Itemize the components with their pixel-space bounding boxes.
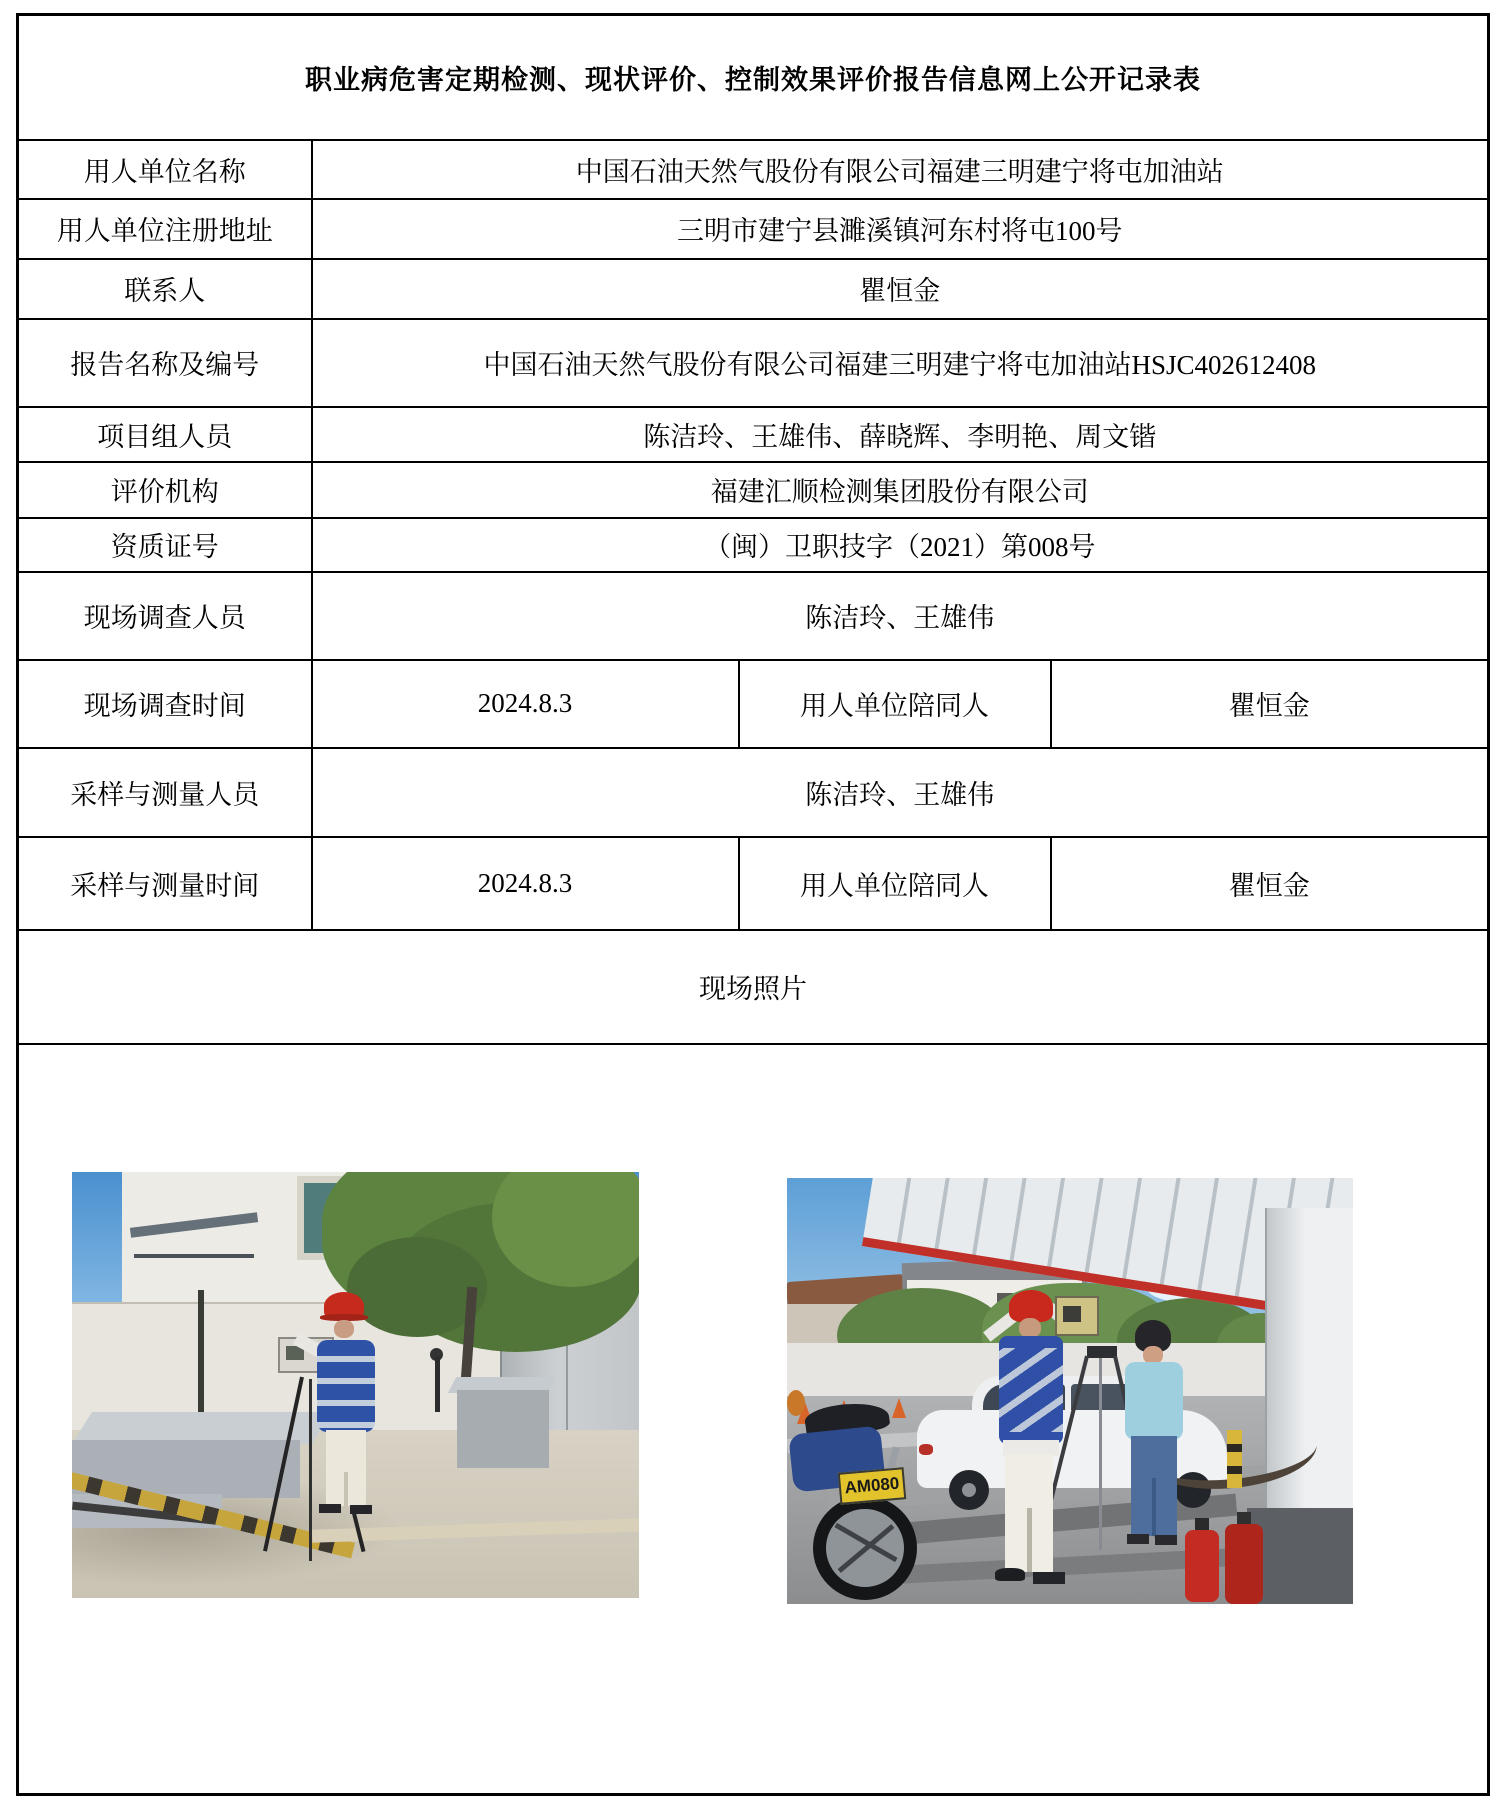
field-value-sampling-time: 2024.8.3 <box>312 837 739 930</box>
table-row <box>18 1044 1489 1795</box>
page-title: 职业病危害定期检测、现状评价、控制效果评价报告信息网上公开记录表 <box>18 15 1489 140</box>
field-label-survey-personnel: 现场调查人员 <box>18 572 312 660</box>
shoe <box>1127 1534 1149 1544</box>
field-value-survey-companion: 瞿恒金 <box>1051 660 1489 748</box>
surveyor-face <box>334 1320 354 1338</box>
pants-split <box>344 1472 348 1508</box>
table-row <box>18 259 1489 319</box>
field-label-employer-name: 用人单位名称 <box>18 140 312 199</box>
field-label-project-team: 项目组人员 <box>18 407 312 462</box>
field-value-employer-name: 中国石油天然气股份有限公司福建三明建宁将屯加油站 <box>312 140 1489 199</box>
field-label-survey-time: 现场调查时间 <box>18 660 312 748</box>
shoe <box>350 1505 372 1514</box>
table-row <box>18 930 1489 1044</box>
site-photos-cell <box>18 1044 1489 1795</box>
field-label-qualification-number: 资质证号 <box>18 518 312 572</box>
record-sheet <box>16 13 1490 1796</box>
pole <box>198 1290 204 1432</box>
shoe <box>319 1504 341 1513</box>
field-value-sampling-companion: 瞿恒金 <box>1051 837 1489 930</box>
record-table <box>16 13 1490 1796</box>
tripod-leg <box>309 1379 312 1561</box>
gray-box <box>457 1390 549 1468</box>
field-value-registered-address: 三明市建宁县濉溪镇河东村将屯100号 <box>312 199 1489 259</box>
license-plate: AM080 <box>838 1467 907 1505</box>
table-row <box>18 199 1489 259</box>
shoe <box>1155 1535 1177 1545</box>
jeans-split <box>1152 1478 1156 1536</box>
field-label-contact-person: 联系人 <box>18 259 312 319</box>
table-row <box>18 140 1489 199</box>
motorcycle-signal <box>787 1390 805 1416</box>
table-row <box>18 462 1489 518</box>
table-row <box>18 319 1489 407</box>
tripod-leg <box>1099 1358 1102 1550</box>
traffic-cone <box>892 1398 906 1418</box>
field-label-sampling-personnel: 采样与测量人员 <box>18 748 312 837</box>
table-row <box>18 572 1489 660</box>
table-row <box>18 837 1489 930</box>
pants-split <box>1027 1508 1032 1572</box>
vest-stripes <box>999 1348 1063 1432</box>
field-value-project-team: 陈洁玲、王雄伟、薛晓辉、李明艳、周文锴 <box>312 407 1489 462</box>
field-label-registered-address: 用人单位注册地址 <box>18 199 312 259</box>
fire-extinguisher <box>1185 1530 1219 1602</box>
right-site-photo <box>787 1178 1353 1604</box>
field-value-survey-time: 2024.8.3 <box>312 660 739 748</box>
woman-blue-shirt <box>1125 1362 1183 1440</box>
left-site-photo <box>72 1172 639 1598</box>
table-row <box>18 748 1489 837</box>
table-row <box>18 518 1489 572</box>
field-value-report-name-number: 中国石油天然气股份有限公司福建三明建宁将屯加油站HSJC402612408 <box>312 319 1489 407</box>
field-label-sampling-companion: 用人单位陪同人 <box>739 837 1051 930</box>
field-label-survey-companion: 用人单位陪同人 <box>739 660 1051 748</box>
table-row <box>18 660 1489 748</box>
field-label-report-name-number: 报告名称及编号 <box>18 319 312 407</box>
field-label-evaluation-agency: 评价机构 <box>18 462 312 518</box>
worker-face <box>1019 1318 1041 1338</box>
table-row <box>18 407 1489 462</box>
woman-face <box>1143 1346 1163 1364</box>
fire-extinguisher <box>1225 1524 1263 1604</box>
field-value-survey-personnel: 陈洁玲、王雄伟 <box>312 572 1489 660</box>
reflective-vest <box>317 1340 375 1432</box>
canopy-column <box>1265 1208 1353 1538</box>
wheel-hub <box>962 1483 976 1497</box>
field-value-sampling-personnel: 陈洁玲、王雄伟 <box>312 748 1489 837</box>
field-value-evaluation-agency: 福建汇顺检测集团股份有限公司 <box>312 462 1489 518</box>
railing <box>134 1254 254 1258</box>
shoe <box>995 1568 1025 1581</box>
field-label-sampling-time: 采样与测量时间 <box>18 837 312 930</box>
yellow-bollard <box>1227 1430 1242 1488</box>
field-value-contact-person: 瞿恒金 <box>312 259 1489 319</box>
shoe <box>1033 1572 1065 1584</box>
site-photos-header: 现场照片 <box>18 930 1489 1044</box>
field-value-qualification-number: （闽）卫职技字（2021）第008号 <box>312 518 1489 572</box>
red-hard-hat <box>1009 1290 1053 1322</box>
grounding-pole <box>435 1357 440 1412</box>
car-taillight <box>919 1444 933 1455</box>
instrument-screen <box>1063 1306 1081 1322</box>
